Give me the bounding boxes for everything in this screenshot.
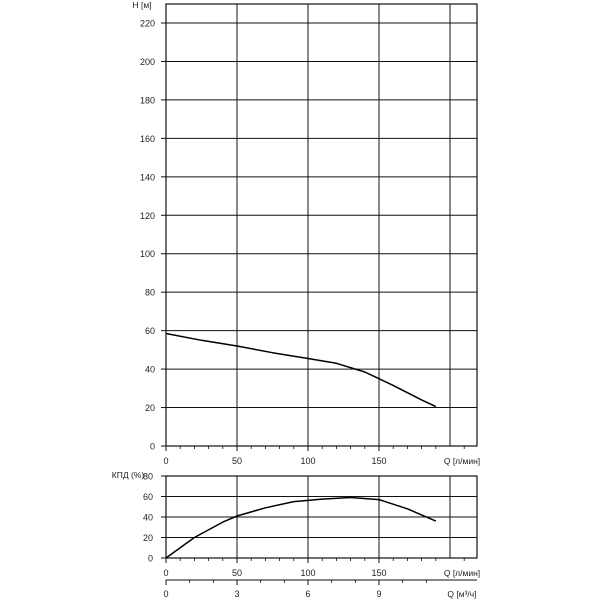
y-tick-label: 120 [139, 210, 155, 221]
secondary-x-tick-label: 6 [305, 589, 311, 599]
secondary-x-tick-label: 0 [163, 589, 169, 599]
y-tick-label: 20 [144, 403, 155, 414]
y-tick-label: 80 [142, 471, 153, 482]
y-tick-label: 200 [139, 56, 155, 67]
y-tick-label: 220 [139, 18, 155, 29]
y-tick-label: 0 [149, 441, 155, 452]
y-tick-label: 160 [139, 133, 155, 144]
y-tick-label: 40 [142, 512, 153, 523]
x-tick-label: 100 [300, 568, 316, 578]
y-tick-label: 40 [144, 364, 155, 375]
secondary-x-axis-label: Q [м³/ч] [447, 589, 477, 599]
y-axis-label: КПД (%) [111, 470, 145, 480]
y-tick-label: 0 [147, 553, 153, 564]
y-tick-label: 20 [142, 533, 153, 543]
x-tick-label: 50 [231, 456, 243, 466]
x-tick-label: 150 [371, 568, 387, 578]
x-axis-label: Q [л/мин] [443, 456, 481, 466]
x-tick-label: 0 [163, 568, 169, 578]
secondary-x-tick-label: 9 [376, 589, 382, 599]
x-tick-label: 100 [300, 456, 316, 466]
x-tick-label: 0 [163, 456, 169, 466]
secondary-x-tick-label: 3 [234, 589, 240, 599]
x-tick-label: 50 [231, 568, 243, 578]
y-tick-label: 80 [144, 287, 155, 298]
y-axis-label: H [м] [132, 0, 152, 10]
x-tick-label: 150 [371, 456, 387, 466]
y-tick-label: 100 [139, 249, 155, 260]
y-tick-label: 140 [139, 172, 155, 183]
y-tick-label: 60 [142, 492, 153, 502]
x-axis-label: Q [л/мин] [443, 568, 481, 578]
y-tick-label: 60 [144, 326, 155, 337]
y-tick-label: 180 [139, 95, 155, 106]
